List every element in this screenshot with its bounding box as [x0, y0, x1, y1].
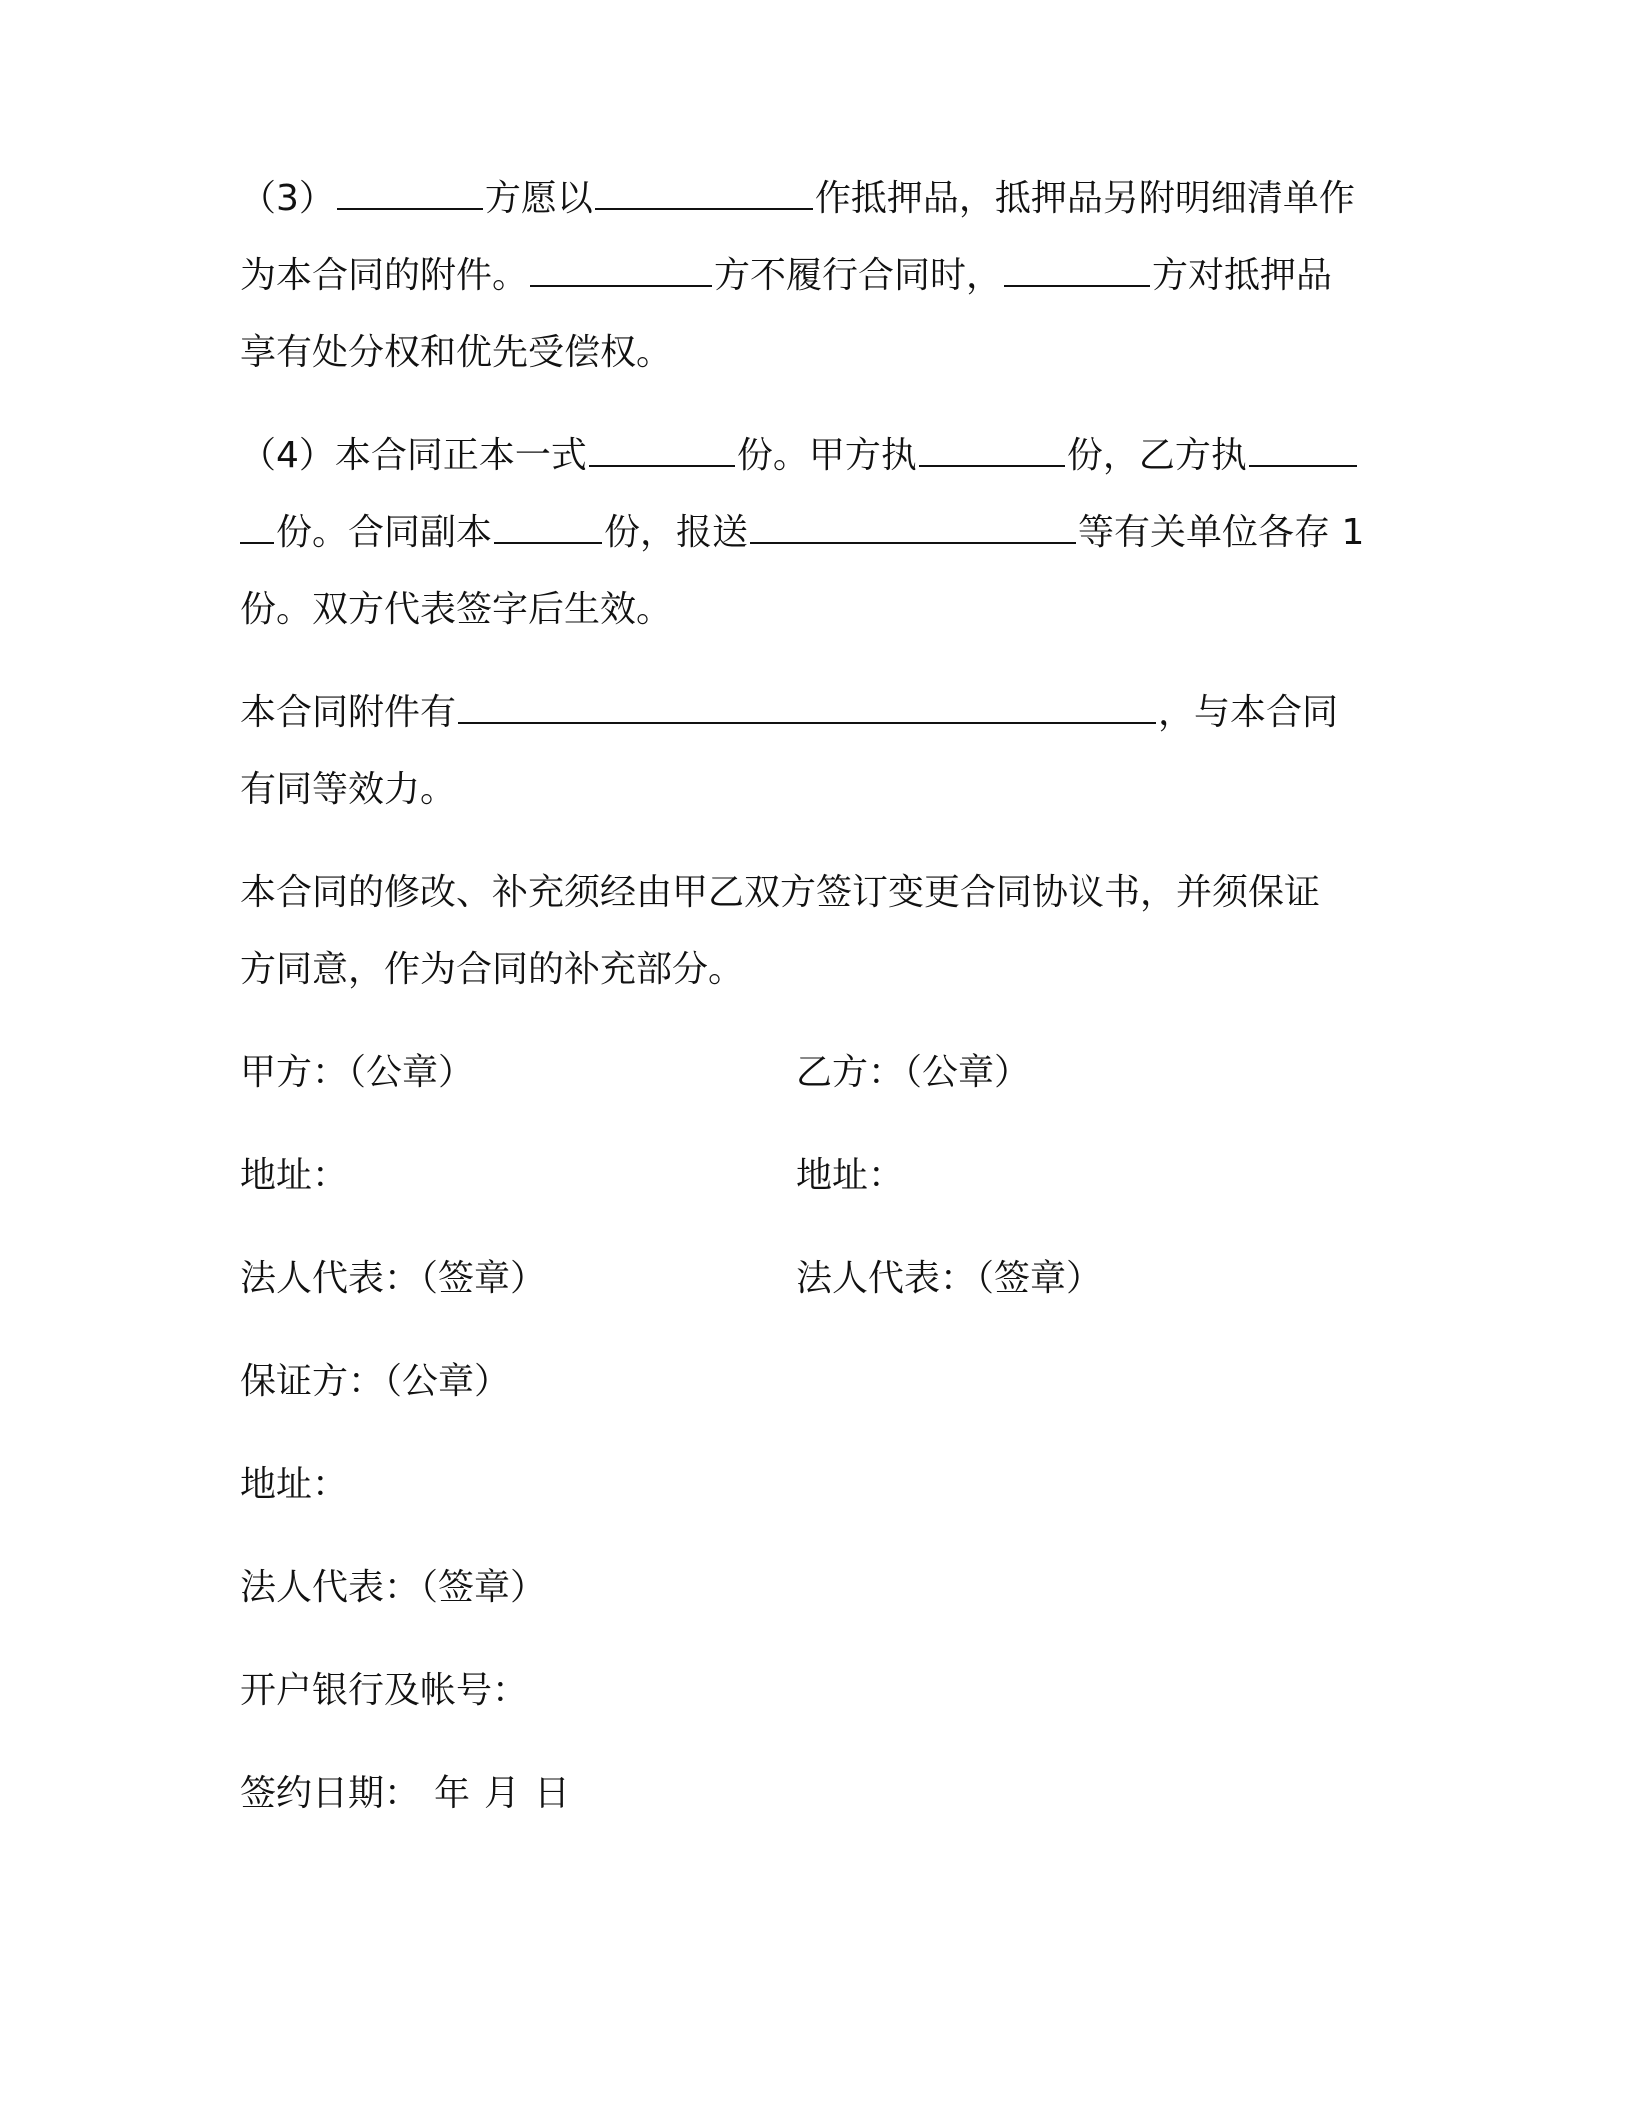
clause-text: （4）本合同正本一式 [240, 435, 587, 476]
bank-account-label: 开户银行及帐号： [240, 1670, 529, 1711]
clause-text: 份，乙方执 [1066, 435, 1247, 476]
guarantor-seal-row [240, 1343, 1390, 1420]
clause-text: ，与本合同 [1158, 692, 1339, 733]
attachments-clause [240, 674, 1390, 828]
clause-3-line-1 [240, 160, 1390, 237]
attachments-line-2: 有同等效力。 [240, 769, 457, 810]
blank-field[interactable] [919, 431, 1065, 467]
blank-field[interactable] [1249, 431, 1357, 467]
guarantor-address-row [240, 1446, 1390, 1523]
party-b-seal: 乙方：（公章） [796, 1052, 1031, 1093]
clause-3-line-3: 享有处分权和优先受偿权。 [240, 332, 673, 373]
sign-date-year: 年 [434, 1773, 471, 1814]
party-a-address: 地址： [240, 1155, 349, 1196]
guarantor-representative-row [240, 1549, 1390, 1626]
sign-date-label: 签约日期： [240, 1773, 421, 1814]
sign-date-row [240, 1755, 1390, 1832]
amendment-line-1: 本合同的修改、补充须经由甲乙双方签订变更合同协议书，并须保证 [240, 872, 1321, 913]
clause-4 [240, 417, 1390, 648]
guarantor-representative: 法人代表：（签章） [240, 1567, 547, 1608]
clause-3-line-2 [240, 237, 1390, 314]
clause-4-line-1 [240, 417, 1390, 494]
blank-field[interactable] [240, 508, 274, 544]
amendment-line-2: 方同意，作为合同的补充部分。 [240, 949, 745, 990]
blank-field[interactable] [494, 508, 602, 544]
guarantor-address: 地址： [240, 1464, 349, 1505]
clause-text: 方不履行合同时， [714, 255, 1003, 296]
signature-row-address [240, 1137, 1390, 1214]
clause-4-line-3: 份。双方代表签字后生效。 [240, 589, 673, 630]
amendment-clause [240, 854, 1390, 1008]
sign-date [240, 1755, 570, 1832]
contract-page [240, 160, 1390, 1858]
guarantor-seal: 保证方：（公章） [240, 1361, 511, 1402]
blank-field[interactable] [1004, 251, 1150, 287]
clause-text: 方愿以 [484, 178, 593, 219]
sign-date-month: 月 [484, 1773, 521, 1814]
clause-text: 作抵押品，抵押品另附明细清单作 [814, 178, 1355, 219]
clause-text: 份，报送 [604, 512, 749, 553]
clause-text: 等有关单位各存 1 [1078, 512, 1365, 553]
blank-field[interactable] [337, 174, 483, 210]
sign-date-day: 日 [534, 1773, 571, 1814]
clause-3-prefix: （3） [240, 178, 335, 219]
clause-4-line-2 [240, 494, 1390, 571]
signature-row-parties [240, 1034, 1390, 1111]
clause-text: 为本合同的附件。 [240, 255, 529, 296]
signature-row-representative [240, 1240, 1390, 1317]
party-a-representative: 法人代表：（签章） [240, 1258, 547, 1299]
blank-field[interactable] [458, 688, 1156, 724]
party-a-seal: 甲方：（公章） [240, 1052, 475, 1093]
attachments-line-1 [240, 674, 1390, 751]
bank-account-row [240, 1652, 1390, 1729]
clause-3 [240, 160, 1390, 391]
clause-text: 方对抵押品 [1152, 255, 1333, 296]
blank-field[interactable] [530, 251, 712, 287]
blank-field[interactable] [750, 508, 1076, 544]
blank-field[interactable] [595, 174, 813, 210]
party-b-representative: 法人代表：（签章） [796, 1258, 1103, 1299]
blank-field[interactable] [589, 431, 735, 467]
clause-text: 份。甲方执 [736, 435, 917, 476]
clause-text: 本合同附件有 [240, 692, 457, 733]
clause-text: 份。合同副本 [276, 512, 493, 553]
party-b-address: 地址： [796, 1155, 905, 1196]
